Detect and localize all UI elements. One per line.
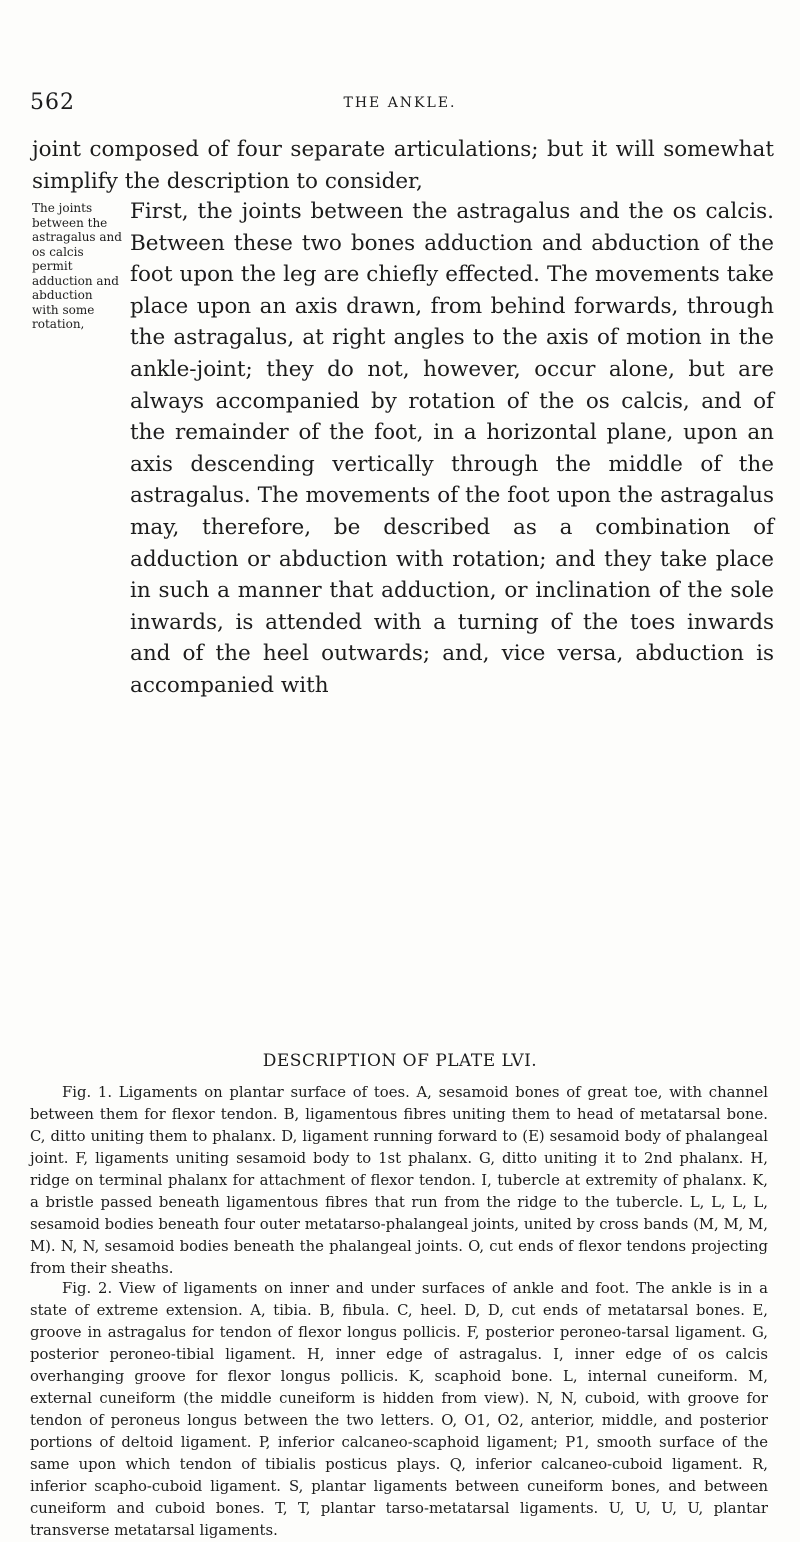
running-head: THE ANKLE.	[343, 95, 457, 111]
main-paragraph-block	[32, 196, 774, 702]
page-number: 562	[30, 90, 75, 115]
margin-note: The joints between the astragalus and os calcis permit adduction and abduction with some rotation,	[32, 201, 122, 331]
main-paragraph: First, the joints between the astragalus and the os calcis. Between these two bones adduction and abduction of the foot upon the leg are chiefly effected. The movements take place upon an axis drawn, from behind forwards, through the astragalus, at right angles to the axis of motion in the ankle-joint; they do not, however, occur alone, but are always accompanied by rotation of the os calcis, and of the remainder of the foot, in a horizontal plane, upon an axis descending vertically through the middle of the astragalus. The movements of the foot upon the astragalus may, therefore, be described as a combination of adduction or abduction with rotation; and they take place in such a manner that adduction, or inclination of the sole inwards, is attended with a turning of the toes inwards and of the heel outwards; and, vice versa, abduction is accompanied with	[130, 199, 774, 698]
fig2-description-block	[30, 1278, 768, 1542]
page-header	[30, 90, 770, 116]
fig1-description-block	[30, 1082, 768, 1280]
fig2-description: Fig. 2. View of ligaments on inner and under surfaces of ankle and foot. The ankle is in a state of extreme extension. A, tibia. B, fibula. C, heel. D, D, cut ends of metatarsal bones. E, groove in astragalus for tendon of flexor longus pollicis. F, posterior peroneo-tarsal ligament. G, posterior peroneo-tibial ligament. H, inner edge of astragalus. I, inner edge of os calcis overhanging groove for flexor longus pollicis. K, scaphoid bone. L, internal cuneiform. M, external cuneiform (the middle cuneiform is hidden from view). N, N, cuboid, with groove for tendon of peroneus longus between the two letters. O, O1, O2, anterior, middle, and posterior portions of deltoid ligament. P, inferior calcaneo-scaphoid ligament; P1, smooth surface of the same upon which tendon of tibialis posticus plays. Q, inferior calcaneo-cuboid ligament. R, inferior scapho-cuboid ligament. S, plantar ligaments between cuneiform bones, and between cuneiform and cuboid bones. T, T, plantar tarso-metatarsal ligaments. U, U, U, U, plantar transverse metatarsal ligaments.	[30, 1280, 768, 1539]
plate-description-title: DESCRIPTION OF PLATE LVI.	[262, 1051, 538, 1071]
intro-paragraph: joint composed of four separate articulations; but it will somewhat simplify the description to consider,	[32, 137, 774, 194]
intro-paragraph-block	[32, 134, 774, 197]
fig1-description: Fig. 1. Ligaments on plantar surface of toes. A, sesamoid bones of great toe, with channel between them for flexor tendon. B, ligamentous fibres uniting them to head of metatarsal bone. C, ditto uniting them to phalanx. D, ligament running forward to (E) sesamoid body of phalangeal joint. F, ligaments uniting sesamoid body to 1st phalanx. G, ditto uniting it to 2nd phalanx. H, ridge on terminal phalanx for attachment of flexor tendon. I, tubercle at extremity of phalanx. K, a bristle passed beneath ligamentous fibres that run from the ridge to the tubercle. L, L, L, L, sesamoid bodies beneath four outer metatarso-phalangeal joints, united by cross bands (M, M, M, M). N, N, sesamoid bodies beneath the phalangeal joints. O, cut ends of flexor tendons projecting from their sheaths.	[30, 1084, 768, 1277]
